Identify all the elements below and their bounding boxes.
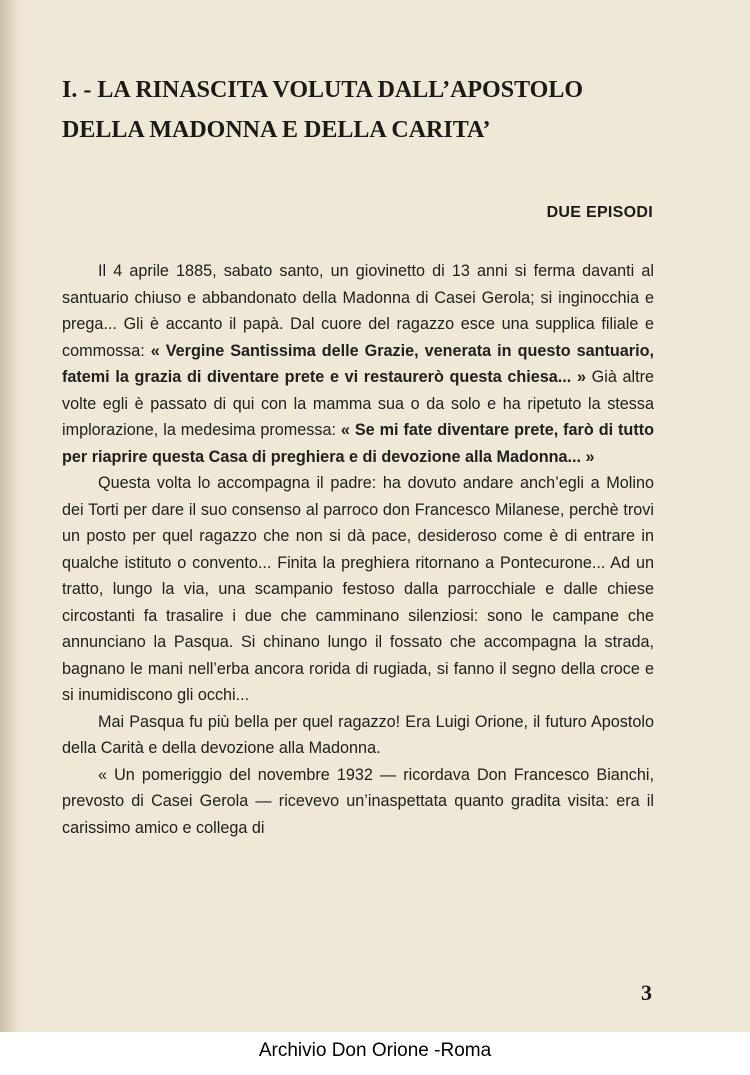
chapter-title-line-1: I. - LA RINASCITA VOLUTA DALL’APOSTOLO (62, 77, 583, 103)
body-text (62, 258, 654, 841)
paragraph-3: Mai Pasqua fu più bella per quel ragazzo! Era Luigi Orione, il futuro Apostolo della Carità e della devozione alla Madonna. (62, 712, 654, 757)
page-spine-shadow (0, 0, 22, 1032)
paragraph-1-text-b: Già altre volte egli è passato di qui con la mamma sua o da solo e ha ripetuto la stessa implorazione, la medesima promessa: (62, 368, 654, 439)
quote-supplica: « Vergine Santissima delle Grazie, venerata in questo santuario, fatemi la grazia di diventare prete e vi restaurerò questa chiesa... » (62, 341, 654, 386)
paragraph-1 (62, 258, 654, 470)
paragraph-4: « Un pomeriggio del novembre 1932 — ricordava Don Francesco Bianchi, prevosto di Casei Gerola — ricevevo un’inaspettata quanto gradita visita: era il carissimo amico e collega di (62, 765, 654, 837)
archive-watermark: Archivio Don Orione -Roma (258, 1040, 492, 1061)
chapter-title-line-2: DELLA MADONNA E DELLA CARITA’ (62, 117, 491, 143)
page-number: 3 (641, 980, 652, 1005)
section-heading: DUE EPISODI (546, 204, 653, 221)
chapter-title (62, 70, 702, 150)
paragraph-1-text-a: Il 4 aprile 1885, sabato santo, un giovinetto di 13 anni si ferma davanti al santuario chiuso e abbandonato della Madonna di Casei Gerola; si inginocchia e prega... Gli è accanto il papà. Dal cuore del ragazzo esce una supplica filiale e commossa: (62, 262, 654, 360)
quote-promessa: « Se mi fate diventare prete, farò di tutto per riaprire questa Casa di preghiera e di devozione alla Madonna... » (62, 421, 654, 466)
paragraph-2: Questa volta lo accompagna il padre: ha dovuto andare anch’egli a Molino dei Torti per dare il suo consenso al parroco don Francesco Milanese, perchè trovi un posto per quel ragazzo che non si dà pace, desideroso come è di entrare in qualche istituto o convento... Finita la preghiera ritornano a Pontecurone... Ad un tratto, lungo la via, una scampanio festoso dalla parrocchiale e dalle chiese circostanti fa trasalire i due che camminano silenziosi: sono le campane che annunciano la Pasqua. Si chinano lungo il fossato che accompagna la strada, bagnano le mani nell’erba ancora rorida di rugiada, si fanno il segno della croce e si inumidiscono gli occhi... (62, 474, 654, 704)
